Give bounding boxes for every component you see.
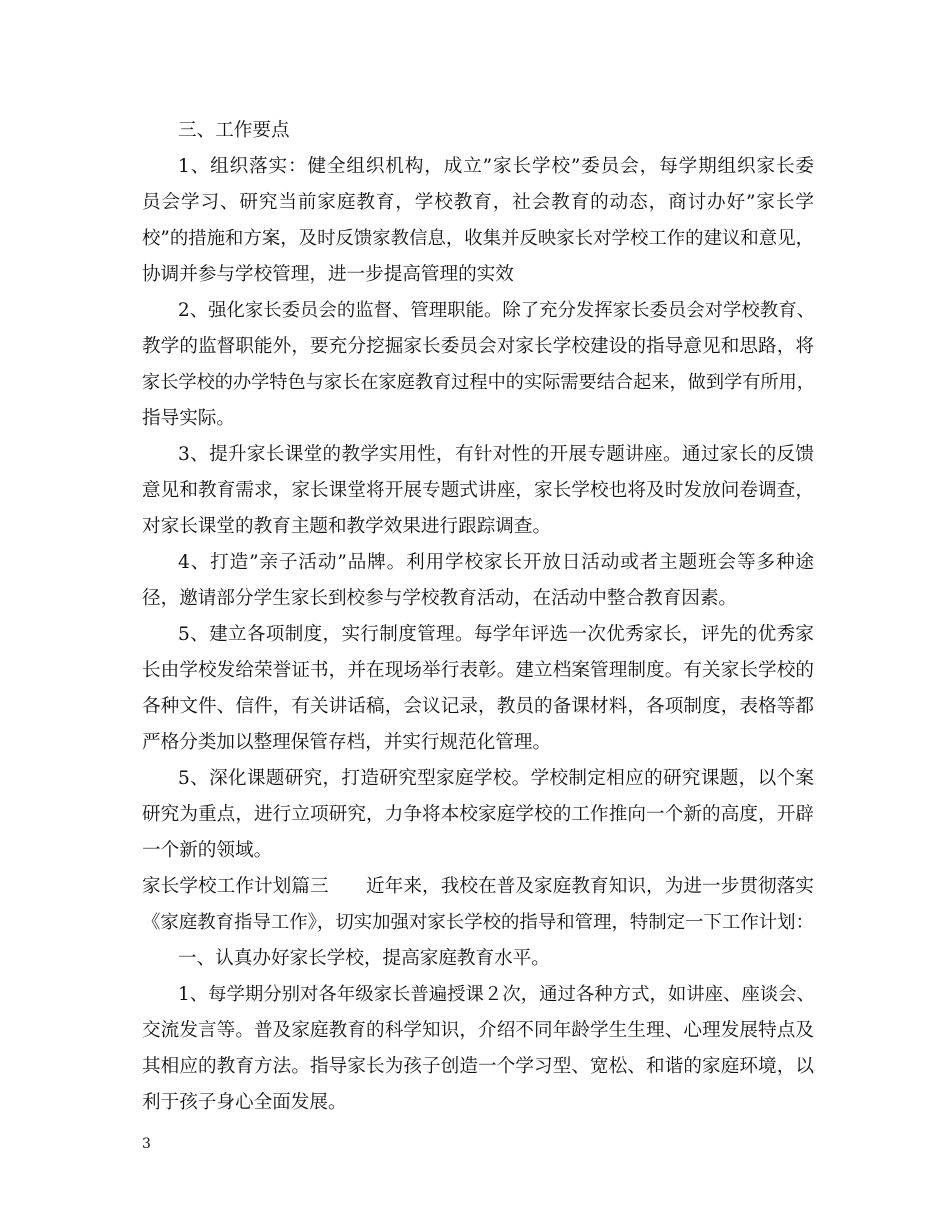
text-line: 3、提升家长课堂的教学实用性，有针对性的开展专题讲座。通过家长的反馈 [178,444,814,465]
text-line: 5、深化课题研究，打造研究型家庭学校。学校制定相应的研究课题，以个案 [178,768,814,789]
text-line: 协调并参与学校管理，进一步提高管理的实效 [142,264,514,285]
text-line: 严格分类加以整理保管存档，并实行规范化管理。 [142,732,552,753]
text-line: 4、打造”亲子活动”品牌。利用学校家长开放日活动或者主题班会等多种途 [178,552,814,573]
text-line: 家长学校工作计划篇三 近年来，我校在普及家庭教育知识，为进一步贯彻落实 [142,876,814,897]
text-line: 其相应的教育方法。指导家长为孩子创造一个学习型、宽松、和谐的家庭环境，以 [142,1056,814,1077]
text-line: 交流发言等。普及家庭教育的科学知识，介绍不同年龄学生生理、心理发展特点及 [142,1020,814,1041]
text-line: 2、强化家长委员会的监督、管理职能。除了充分发挥家长委员会对学校教育、 [178,300,815,321]
text-line: 长由学校发给荣誉证书，并在现场举行表彰。建立档案管理制度。有关家长学校的 [142,660,814,681]
text-line: 1、每学期分别对各年级家长普遍授课２次，通过各种方式，如讲座、座谈会、 [178,984,815,1005]
page-number: 3 [142,1136,151,1152]
text-line: 径，邀请部分学生家长到校参与学校教育活动，在活动中整合教育因素。 [142,588,738,609]
text-line: 一个新的领域。 [142,840,273,861]
text-line: 员会学习、研究当前家庭教育，学校教育，社会教育的动态，商讨办好”家长学 [142,192,814,213]
text-line: 指导实际。 [142,408,235,429]
text-line: 对家长课堂的教育主题和教学效果进行跟踪调查。 [142,516,552,537]
text-line: 各种文件、信件，有关讲话稿，会议记录，教员的备课材料，各项制度，表格等都 [142,696,814,717]
text-line: 5、建立各项制度，实行制度管理。每学年评选一次优秀家长，评先的优秀家 [178,624,814,645]
text-line: 利于孩子身心全面发展。 [142,1092,347,1113]
section-heading: 三、工作要点 [178,120,290,141]
text-line: 家长学校的办学特色与家长在家庭教育过程中的实际需要结合起来，做到学有所用， [142,372,815,393]
text-line: 教学的监督职能外，要充分挖掘家长委员会对家长学校建设的指导意见和思路，将 [142,336,814,357]
text-line: 校”的措施和方案，及时反馈家教信息，收集并反映家长对学校工作的建议和意见， [142,228,814,249]
text-line: 研究为重点，进行立项研究，力争将本校家庭学校的工作推向一个新的高度，开辟 [142,804,814,825]
text-line: 《家庭教育指导工作》，切实加强对家长学校的指导和管理，特制定一下工作计划： [142,912,814,933]
section-heading: 一、认真办好家长学校，提高家庭教育水平。 [178,948,550,969]
text-line: 1、组织落实：健全组织机构，成立”家长学校”委员会，每学期组织家长委 [178,156,814,177]
text-line: 意见和教育需求，家长课堂将开展专题式讲座，家长学校也将及时发放问卷调查， [142,480,814,501]
